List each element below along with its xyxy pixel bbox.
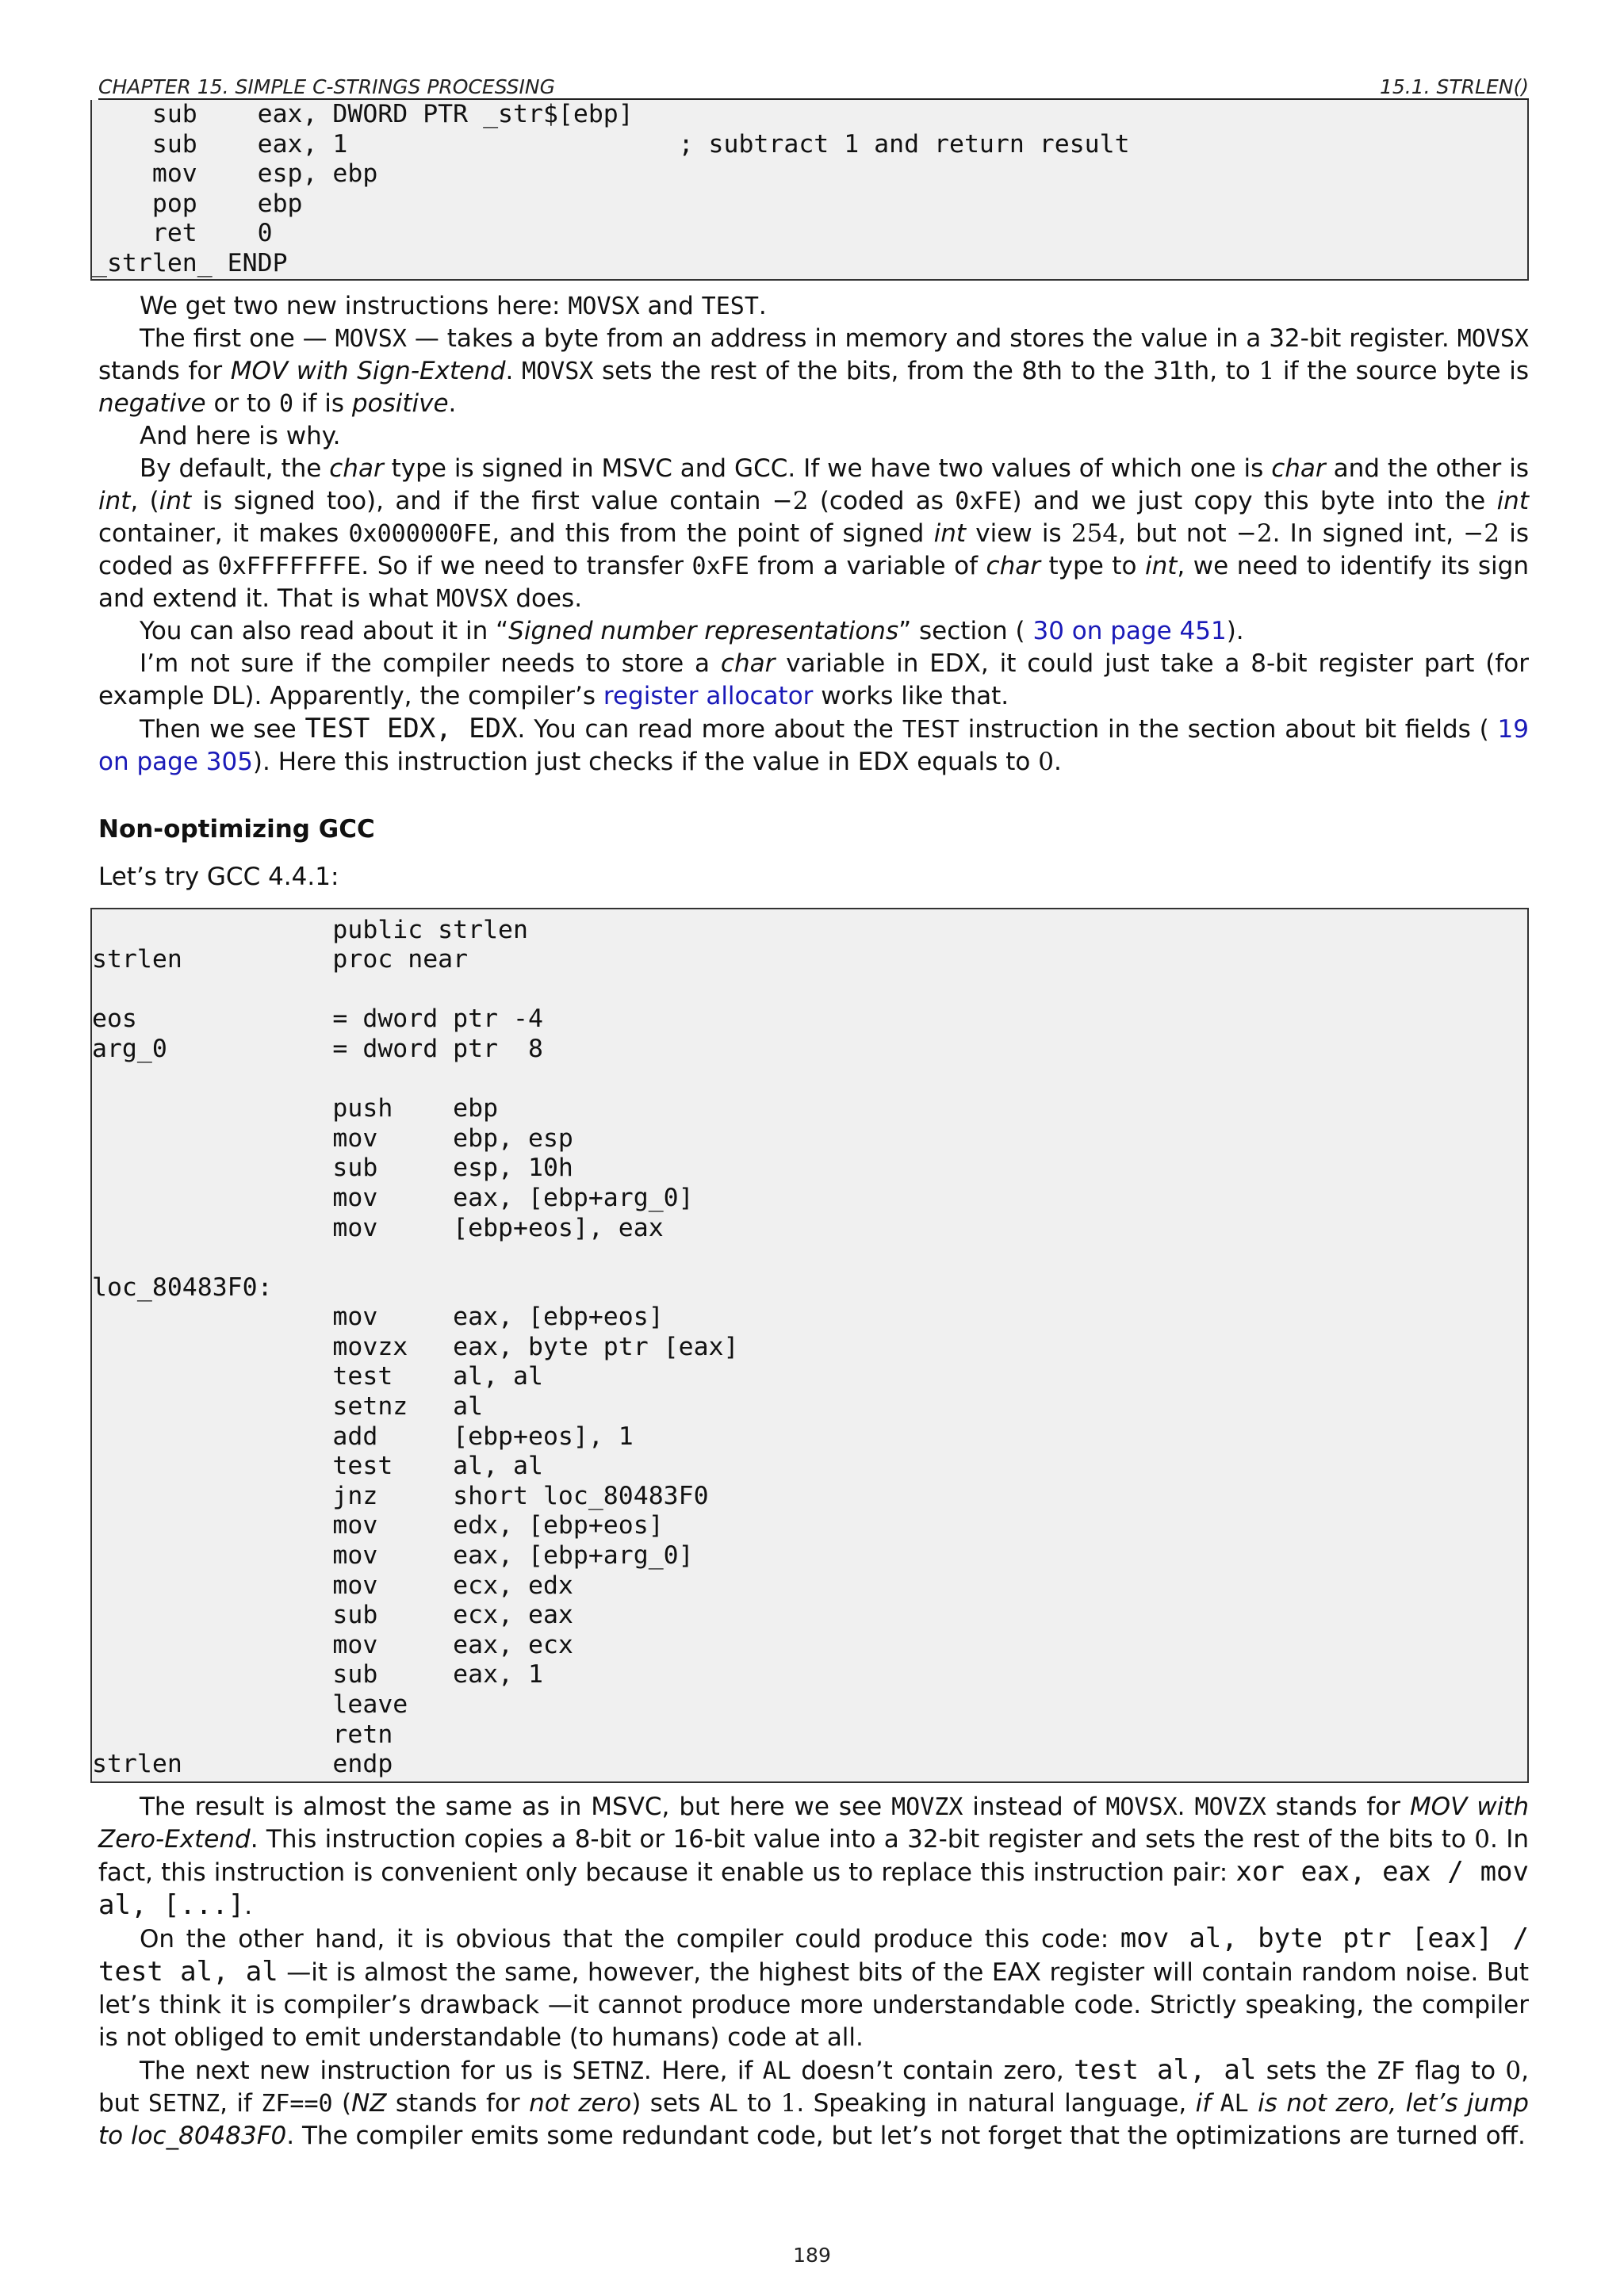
page-number: 189 (793, 2244, 831, 2267)
code-line: sub eax, 1 (92, 1660, 543, 1689)
code-line: ret 0 (92, 219, 273, 248)
paragraph: You can also read about it in “Signed number representations” section ( 30 on page 451). (140, 616, 1244, 645)
subsection-heading: Non-optimizing GCC (98, 814, 375, 844)
header-section: 15.1. STRLEN() (1379, 75, 1529, 98)
code-line: sub eax, 1 ; subtract 1 and return result (92, 129, 1130, 159)
code-line: leave (92, 1690, 408, 1719)
running-header (98, 67, 1529, 100)
code-line: setnz al (92, 1392, 484, 1422)
code-line: retn (92, 1720, 393, 1749)
paragraph: The next new instruction for us is SETNZ. Here, if AL doesn’t contain zero, test al, al sets the ZF flag to 0, but SETNZ, if ZF==0 (NZ stands for not zero) sets AL to 1. Speaking in natural language, if AL is not zero, let’s jump to loc_80483F0. The compiler emits some redundant code, but let’s not forget that the optimizations are turned off. (98, 2053, 1529, 2150)
code-line: strlen endp (92, 1750, 393, 1779)
page-reference-link[interactable]: 30 on page 451 (1032, 616, 1227, 645)
page-reference-link[interactable]: 19 on page 305 (98, 714, 1529, 776)
code-line (92, 1065, 1524, 1095)
code-line: _strlen_ ENDP (92, 248, 288, 277)
paragraph: The first one — MOVSX — takes a byte from an address in memory and stores the value in a 32-bit register. MOVSX stands for MOV with Sign-Extend. MOVSX sets the rest of the bits, from the 8th to the 31th, to 1 if the source byte is negative or to 0 if is positive. (98, 323, 1529, 418)
code-line: pop ebp (92, 189, 303, 218)
header-chapter: CHAPTER 15. SIMPLE C-STRINGS PROCESSING (98, 75, 556, 98)
code-line: jnz short loc_80483F0 (92, 1481, 709, 1510)
code-line (92, 975, 1524, 1005)
code-line: mov ecx, edx (92, 1571, 573, 1600)
code-listing-gcc (90, 908, 1529, 1783)
code-line: test al, al (92, 1362, 543, 1391)
code-line: mov eax, [ebp+arg_0] (92, 1541, 694, 1571)
code-line: sub esp, 10h (92, 1154, 573, 1183)
paragraph: The result is almost the same as in MSVC, but here we see MOVZX instead of MOVSX. MOVZX stands for MOV with Zero-Extend. This instruction copies a 8-bit or 16-bit value into a 32-bit register and sets the rest of the bits to 0. In fact, this instruction is convenient only because it enable us to replace this instruction pair: xor eax, eax / mov al, [...]. (98, 1792, 1529, 1921)
code-line: eos = dword ptr -4 (92, 1004, 543, 1034)
paragraph: Then we see TEST EDX, EDX. You can read more about the TEST instruction in the section about bit fields ( 19 on page 305). Here this instruction just checks if the value in EDX equals to 0. (98, 712, 1529, 776)
code-line: push ebp (92, 1094, 499, 1123)
code-line: sub ecx, eax (92, 1601, 573, 1630)
paragraph: Let’s try GCC 4.4.1: (98, 862, 339, 891)
section-gcc-explanation (98, 1791, 1529, 2152)
code-line: strlen proc near (92, 945, 469, 974)
paragraph: And here is why. (140, 421, 341, 450)
paragraph: By default, the char type is signed in MSVC and GCC. If we have two values of which one is char and the other is int, (int is signed too), and if the first value contain −2 (coded as 0xFE) and we just copy this byte into the int container, it makes 0x000000FE, and this from the point of signed int view is 254, but not −2. In signed int, −2 is coded as 0xFFFFFFFE. So if we need to transfer 0xFE from a variable of char type to int, we need to identify its sign and extend it. That is what MOVSX does. (98, 453, 1530, 613)
glossary-link[interactable]: register allocator (603, 681, 814, 710)
code-line: mov ebp, esp (92, 1123, 573, 1153)
code-line: mov esp, ebp (92, 159, 378, 189)
code-line: public strlen (92, 915, 528, 944)
document-page (92, 67, 1530, 2152)
code-listing-msvc-tail (90, 100, 1529, 281)
code-line (92, 1243, 1524, 1273)
code-line: arg_0 = dword ptr 8 (92, 1034, 543, 1063)
code-line: mov [ebp+eos], eax (92, 1213, 664, 1242)
code-line: sub eax, DWORD PTR _str$[ebp] (92, 100, 634, 128)
section-gcc-intro (98, 861, 1529, 894)
section-msvc-explanation (98, 290, 1529, 779)
code-line: test al, al (92, 1452, 543, 1481)
paragraph: I’m not sure if the compiler needs to store a char variable in EDX, it could just take a 8-bit register part (for example DL). Apparently, the compiler’s register allocator works like that. (98, 649, 1529, 710)
code-line: mov eax, [ebp+arg_0] (92, 1183, 694, 1212)
code-line: mov eax, [ebp+eos] (92, 1303, 664, 1332)
paragraph: On the other hand, it is obvious that the compiler could produce this code: mov al, byte ptr [eax] / test al, al —it is almost the same, however, the highest bits of the EAX register will contain random noise. But let’s think it is compiler’s drawback —it cannot produce more understandable code. Strictly speaking, the compiler is not obliged to emit understandable (to humans) code at all. (98, 1922, 1529, 2052)
code-line: mov edx, [ebp+eos] (92, 1511, 664, 1540)
code-line: mov eax, ecx (92, 1630, 573, 1659)
code-line: loc_80483F0: (92, 1272, 273, 1302)
code-line: add [ebp+eos], 1 (92, 1422, 634, 1451)
code-line: movzx eax, byte ptr [eax] (92, 1332, 739, 1361)
paragraph: We get two new instructions here: MOVSX and TEST. (140, 291, 767, 320)
